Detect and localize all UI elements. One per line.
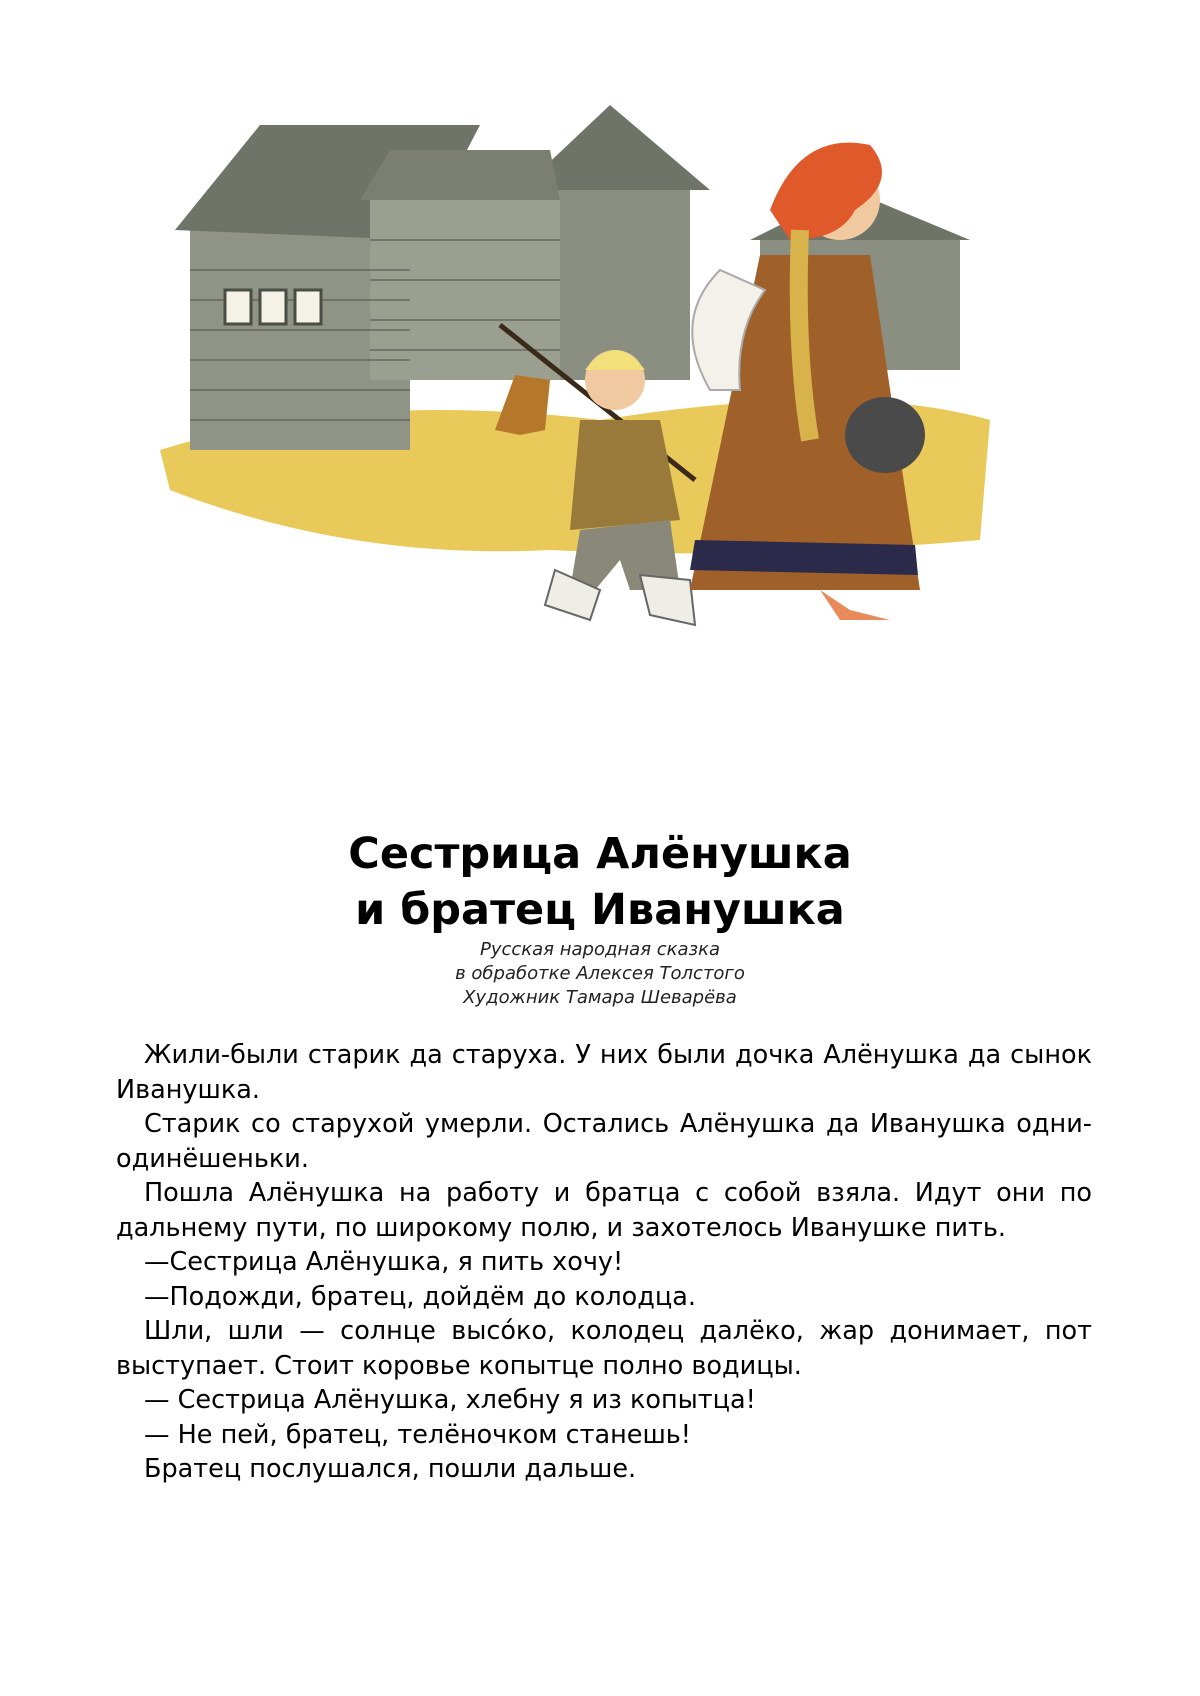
story-paragraph: Старик со старухой умерли. Остались Алёнушка да Иванушка одни-одинёшеньки. [116,1109,1092,1174]
story-paragraph: Шли, шли — солнце высóко, колодец далёко, жар донимает, пот выступает. Стоит коровье копытце полно водицы. [116,1316,1092,1381]
story-text [116,1038,1092,1487]
page-title-line-1: Сестрица Алёнушка [348,829,852,879]
story-paragraph: Жили-были старик да старуха. У них были дочка Алёнушка да сынок Иванушка. [116,1040,1092,1105]
title-block [0,826,1200,1010]
story-paragraph: Братец послушался, пошли дальше. [144,1454,637,1484]
story-dialogue-line: —Сестрица Алёнушка, я пить хочу! [144,1247,624,1277]
story-illustration [150,90,1050,700]
subtitle-illustrator: Художник Тамара Шеварёва [463,987,737,1008]
village-children-illustration-icon [150,90,1050,700]
page-title-line-2: и братец Иванушка [355,885,845,935]
story-dialogue-line: — Сестрица Алёнушка, хлебну я из копытца! [144,1385,756,1415]
subtitle-genre: Русская народная сказка [479,939,721,960]
subtitle-adaptation: в обработке Алексея Толстого [455,963,745,984]
story-dialogue-line: —Подожди, братец, дойдём до колодца. [144,1281,696,1312]
story-dialogue-line: — Не пей, братец, телёночком станешь! [144,1419,692,1450]
story-paragraph: Пошла Алёнушка на работу и братца с собой взяла. Идут они по дальнему пути, по широкому полю, и захотелось Иванушке пить. [116,1178,1092,1243]
